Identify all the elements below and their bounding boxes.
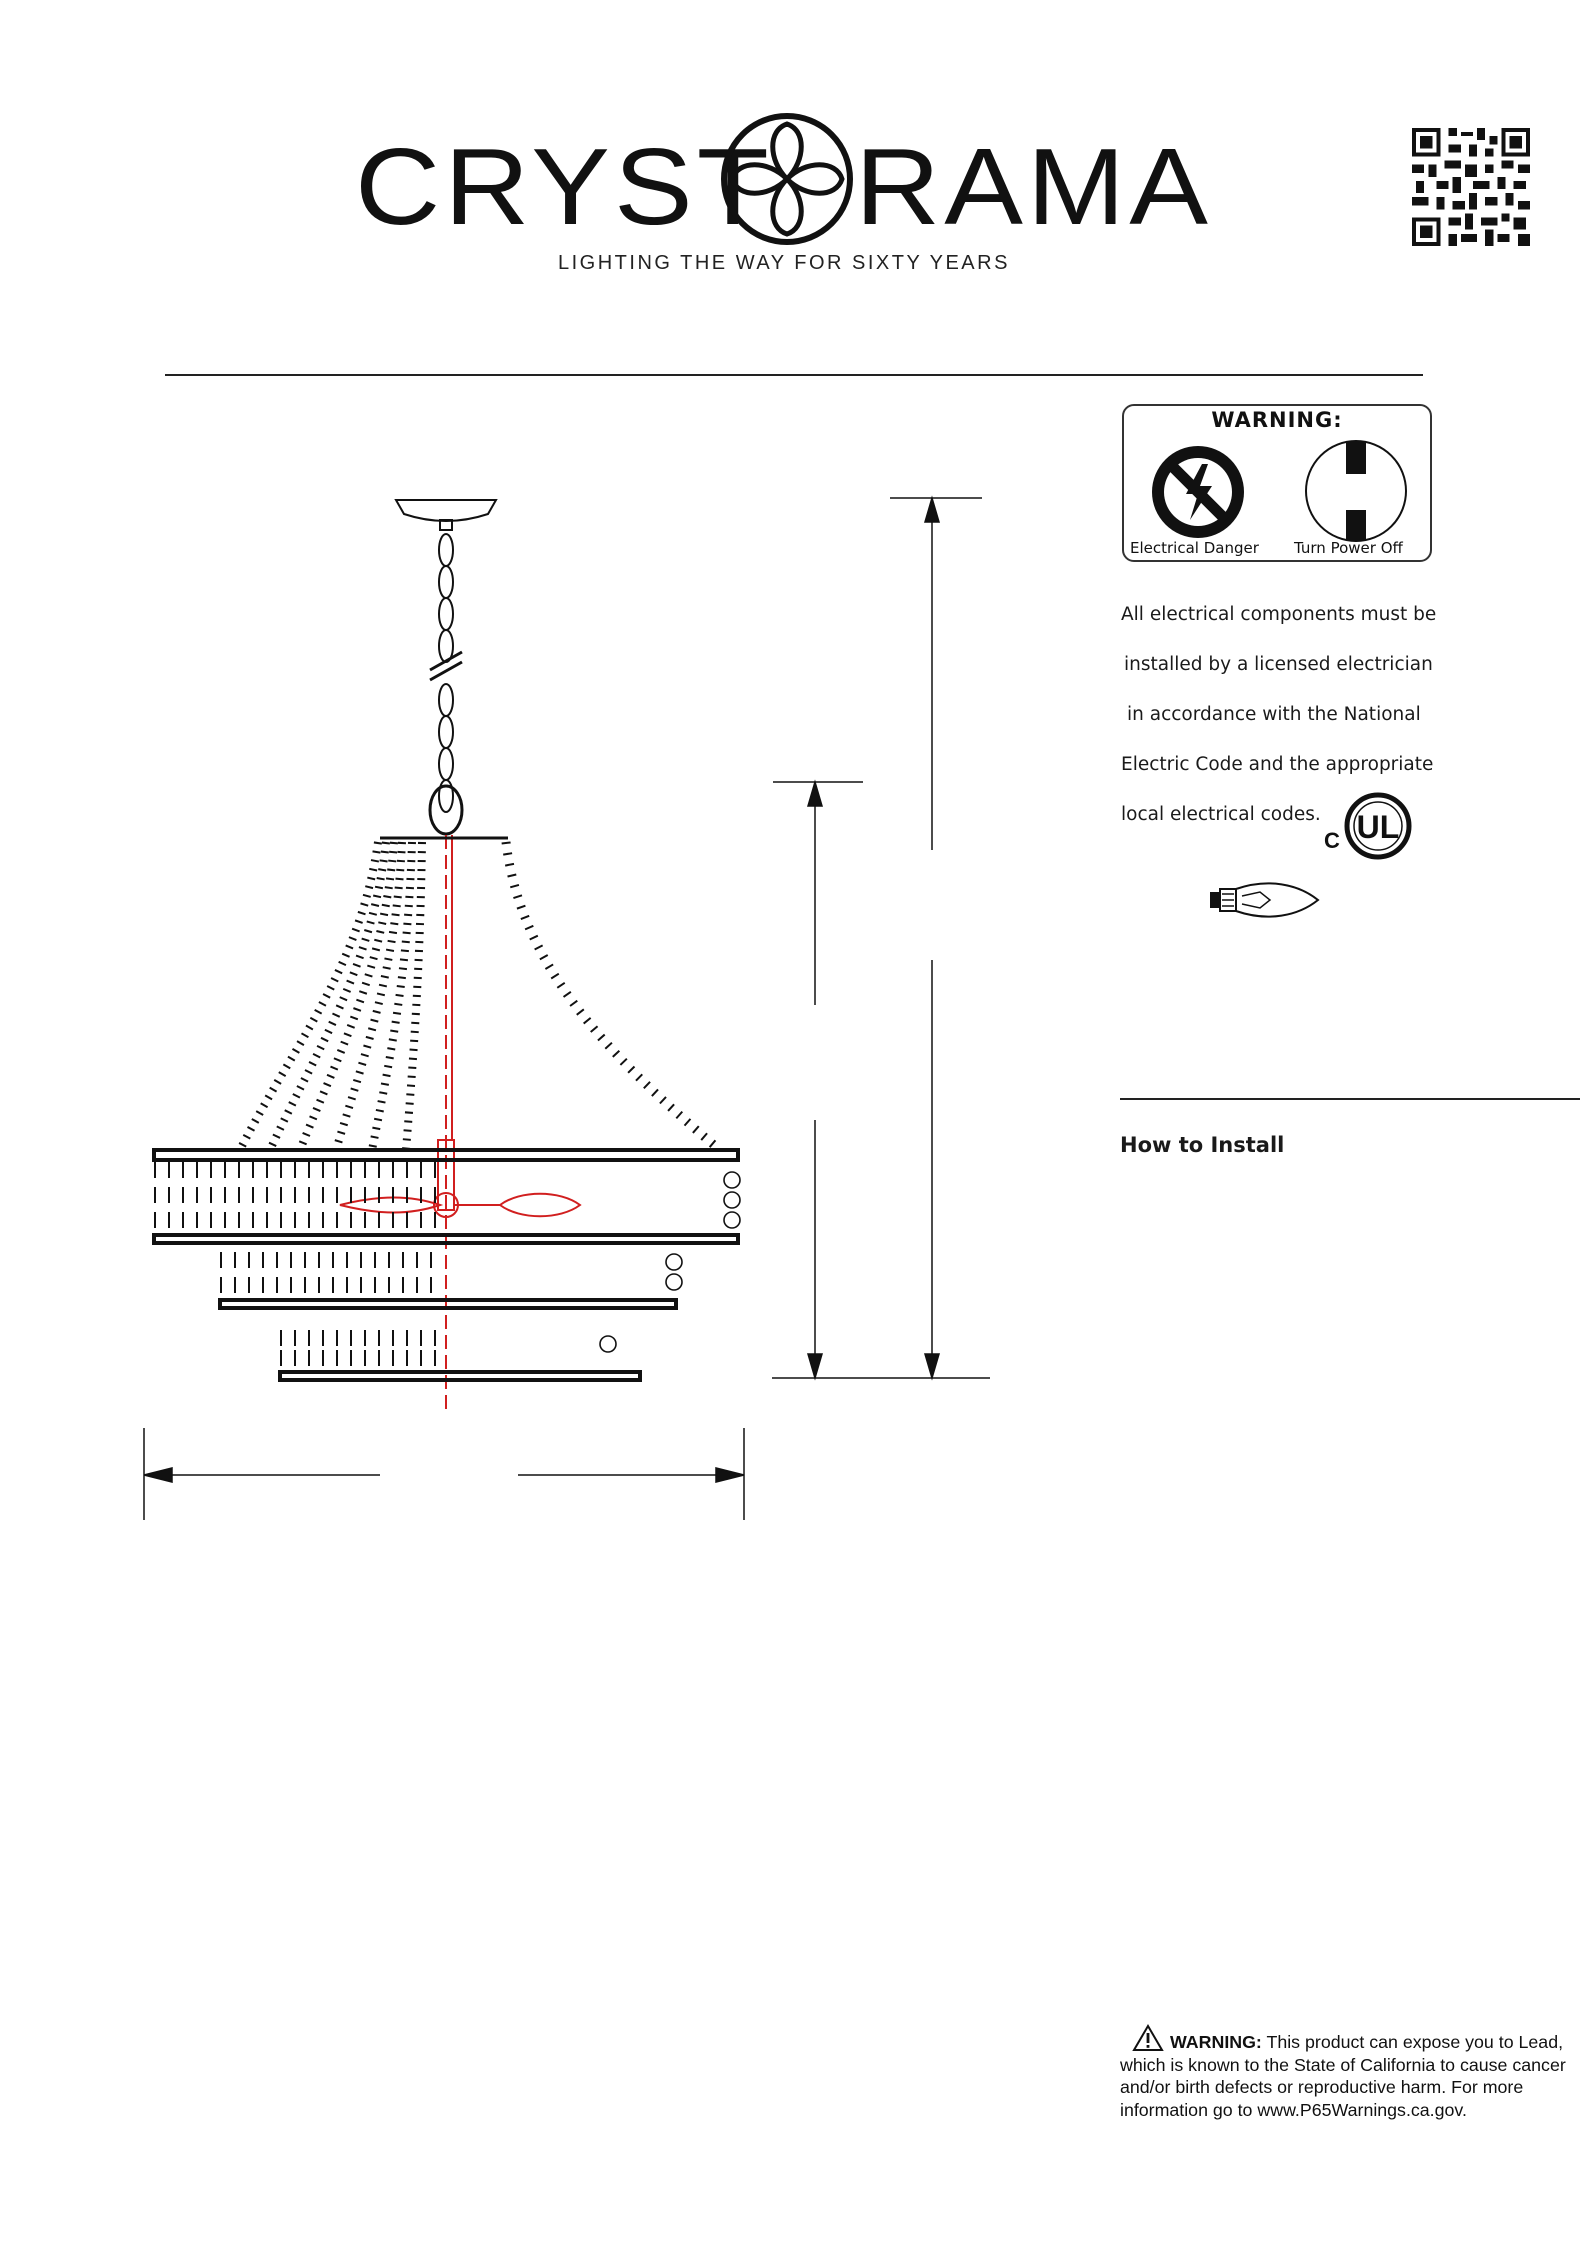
notice-line: in accordance with the National	[1127, 704, 1421, 725]
quatrefoil-emblem-icon	[718, 110, 856, 248]
notice-line: Electric Code and the appropriate	[1121, 754, 1434, 775]
section-divider	[1120, 1098, 1580, 1100]
notice-line: All electrical components must be	[1121, 604, 1437, 625]
ul-listed-icon	[1322, 790, 1416, 862]
header-divider	[165, 374, 1423, 376]
how-to-install-heading: How to Install	[1120, 1133, 1285, 1157]
chain	[430, 534, 462, 834]
logo-text-left: CRYST	[355, 126, 773, 248]
p65-first-line	[1120, 2024, 1582, 2054]
logo-text-right: RAMA	[855, 126, 1212, 248]
brand-logo	[355, 110, 1245, 290]
p65-text-3: and/or birth defects or reproductive harm. For more	[1120, 2077, 1524, 2097]
chandelier-drawing	[140, 490, 1020, 1530]
danger-caption: Electrical Danger	[1130, 539, 1259, 557]
electrical-warning-box	[1122, 404, 1432, 562]
candelabra-bulb-icon	[1208, 878, 1320, 922]
brand-tagline: LIGHTING THE WAY FOR SIXTY YEARS	[558, 252, 1010, 274]
warning-title: WARNING:	[1211, 408, 1343, 432]
p65-text-4: information go to www.P65Warnings.ca.gov.	[1120, 2099, 1467, 2120]
qr-code-icon[interactable]	[1412, 128, 1530, 246]
p65-text-1: This product can expose you to Lead,	[1261, 2032, 1564, 2052]
power-off-icon	[1304, 434, 1408, 544]
prop65-warning	[1120, 2024, 1582, 2121]
ul-c-text: C	[1324, 828, 1340, 853]
p65-text-2: which is known to the State of California to cause cancer	[1120, 2054, 1566, 2075]
notice-line: installed by a licensed electrician	[1124, 654, 1433, 675]
warning-triangle-icon	[1132, 2024, 1164, 2052]
electrical-danger-icon	[1146, 440, 1250, 544]
power-caption: Turn Power Off	[1294, 539, 1403, 557]
ul-text: UL	[1356, 809, 1400, 845]
p65-label: WARNING:	[1170, 2032, 1262, 2052]
notice-line: local electrical codes.	[1121, 804, 1321, 825]
